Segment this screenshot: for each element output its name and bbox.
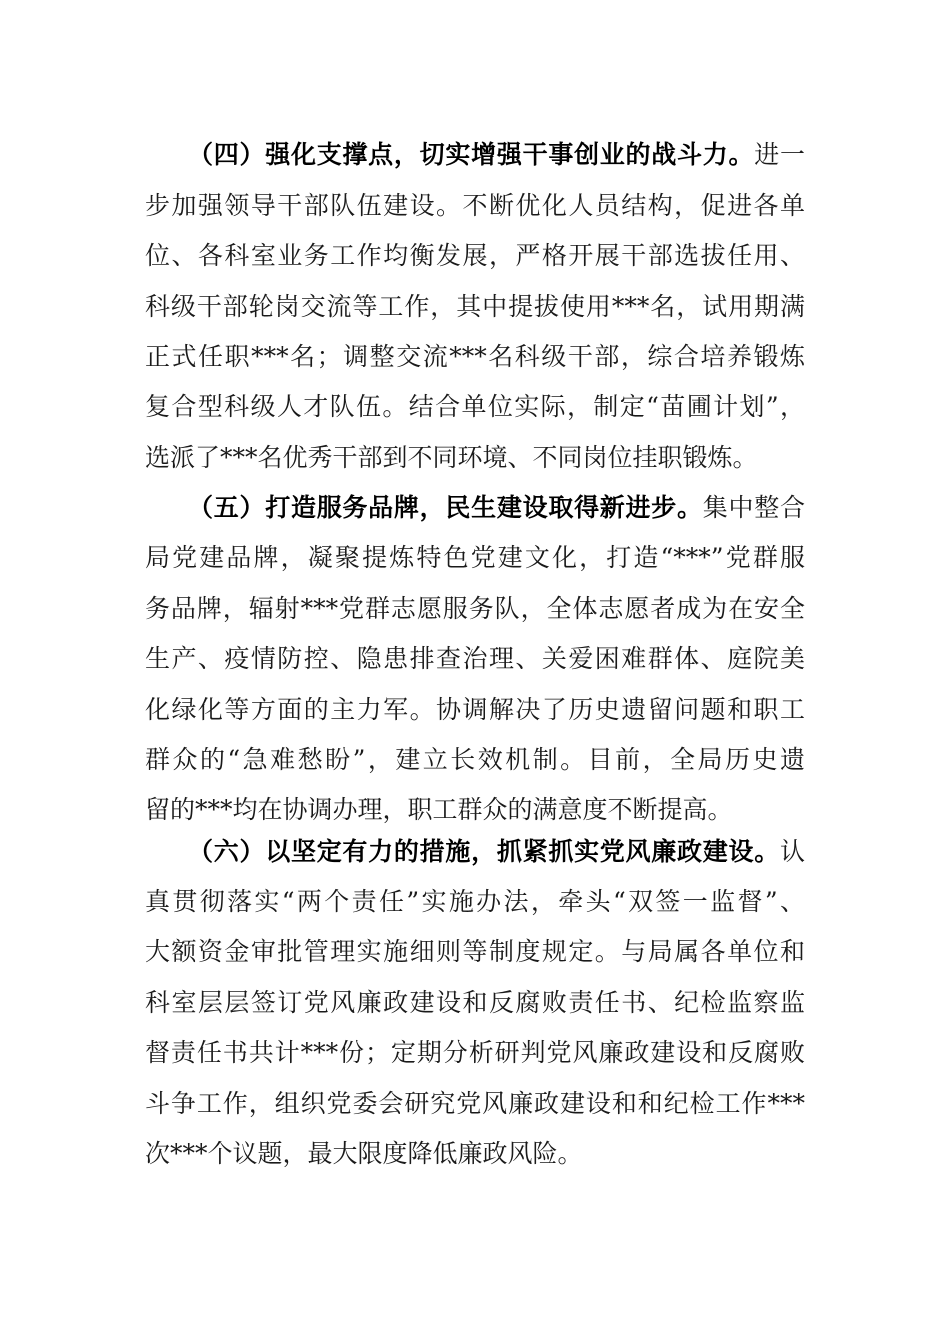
paragraph-6-text: 认 [779, 837, 805, 866]
paragraph-4-line-5: 正式任职***名；调整交流***名科级干部，综合培养锻炼 [145, 342, 805, 371]
paragraph-4-line-2: 步加强领导干部队伍建设。不断优化人员结构，促进各单 [145, 191, 805, 220]
paragraph-4-heading: （四）强化支撑点，切实增强干事创业的战斗力。 [188, 140, 755, 169]
paragraph-5-heading: （五）打造服务品牌，民生建设取得新进步。 [188, 493, 703, 522]
paragraph-5-line-1 [188, 488, 805, 528]
paragraph-5-line-6: 群众的“急难愁盼”，建立长效机制。目前，全局历史遗 [145, 745, 805, 774]
paragraph-6-line-3: 大额资金审批管理实施细则等制度规定。与局属各单位和 [145, 937, 805, 966]
paragraph-5-text: 集中整合 [702, 493, 805, 522]
paragraph-4-line-4: 科级干部轮岗交流等工作，其中提拔使用***名，试用期满 [145, 292, 805, 321]
paragraph-5-line-4: 生产、疫情防控、隐患排查治理、关爱困难群体、庭院美 [145, 644, 805, 673]
paragraph-6-heading: （六）以坚定有力的措施，抓紧抓实党风廉政建设。 [188, 837, 780, 866]
paragraph-5-line-3: 务品牌，辐射***党群志愿服务队，全体志愿者成为在安全 [145, 594, 805, 623]
paragraph-5-line-5: 化绿化等方面的主力军。协调解决了历史遗留问题和职工 [145, 695, 805, 724]
paragraph-4-text: 进一 [754, 140, 805, 169]
paragraph-6-line-5: 督责任书共计***份；定期分析研判党风廉政建设和反腐败 [145, 1038, 805, 1067]
paragraph-6-line-4: 科室层层签订党风廉政建设和反腐败责任书、纪检监察监 [145, 988, 805, 1017]
paragraph-4-line-3: 位、各科室业务工作均衡发展，严格开展干部选拔任用、 [145, 241, 805, 270]
paragraph-4-line-6: 复合型科级人才队伍。结合单位实际，制定“苗圃计划”， [145, 392, 805, 421]
paragraph-5-line-2: 局党建品牌，凝聚提炼特色党建文化，打造“***”党群服 [145, 543, 805, 572]
paragraph-6-line-7: 次***个议题，最大限度降低廉政风险。 [145, 1139, 583, 1168]
paragraph-6-line-2: 真贯彻落实“两个责任”实施办法，牵头“双签一监督”、 [145, 887, 805, 916]
paragraph-5-line-7: 留的***均在协调办理，职工群众的满意度不断提高。 [145, 795, 733, 824]
paragraph-6-line-1 [188, 832, 805, 872]
paragraph-4-line-1 [188, 135, 805, 175]
paragraph-4-line-7: 选派了***名优秀干部到不同环境、不同岗位挂职锻炼。 [145, 443, 758, 472]
paragraph-6-line-6: 斗争工作，组织党委会研究党风廉政建设和和纪检工作*** [145, 1089, 805, 1118]
